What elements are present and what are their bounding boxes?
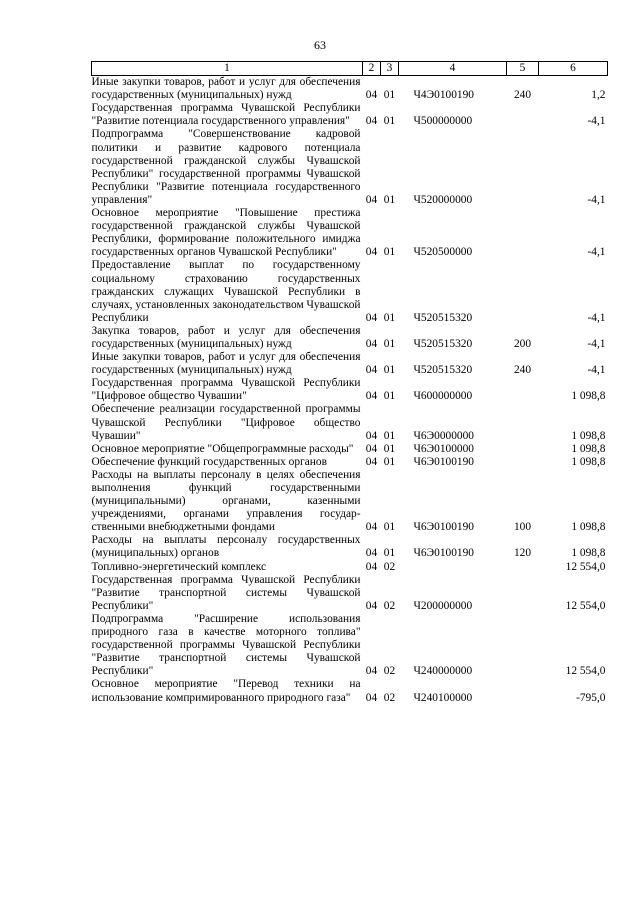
row-name: Государственная программа Чувашской Республики "Развитие транспортной системы Чувашской Республики" [91, 573, 361, 612]
row-expense-type [507, 574, 539, 613]
row-target-article: Ч6Э0100190 [413, 521, 474, 534]
row-section-code: 04 [365, 311, 378, 324]
row-name: Расходы на выплаты персоналу государственных (муниципальных) органов [91, 534, 361, 560]
table-row [92, 128, 608, 207]
budget-table [91, 61, 608, 705]
row-subsection-code: 01 [383, 193, 396, 206]
row-name: Основное мероприятие "Повышение престижа государственной гражданской службы Чувашской Республики, формирование положительного имиджа государственных органов Чувашской Республики" [91, 207, 361, 259]
header-col-3: 3 [381, 62, 399, 76]
table-row [92, 456, 608, 469]
row-expense-type: 200 [513, 337, 532, 350]
row-amount: 12 554,0 [565, 560, 606, 573]
row-name: Обеспечение реализации государственной программы Чувашской Республики "Цифровое общество Чувашии" [91, 403, 361, 442]
row-target-article: Ч4Э0100190 [413, 89, 474, 102]
row-subsection-code: 01 [383, 364, 396, 377]
row-amount: -4,1 [587, 337, 606, 350]
row-target-article: Ч520515320 [413, 364, 473, 377]
row-section-code: 04 [365, 442, 378, 455]
row-amount: -795,0 [576, 691, 606, 704]
row-name: Подпрограмма "Расширение использования природного газа в качестве моторного топлива" государственной программы Чувашской Республики "Развитие транспортной системы Чувашской Республики" [91, 612, 361, 678]
row-section-code: 04 [365, 560, 378, 573]
table-row [92, 469, 608, 534]
row-target-article: Ч240100000 [413, 691, 473, 704]
row-name: Обеспечение функций государственных органов [91, 455, 327, 468]
row-amount: 1 098,8 [571, 521, 606, 534]
row-expense-type: 100 [513, 521, 532, 534]
row-amount: 12 554,0 [565, 665, 606, 678]
row-target-article: Ч200000000 [413, 599, 473, 612]
row-subsection-code: 01 [383, 246, 396, 259]
row-name: Закупка товаров, работ и услуг для обеспечения государственных (муниципальных) нужд [91, 324, 361, 350]
row-subsection-code: 01 [383, 89, 396, 102]
row-name: Топливно-энергетический комплекс [91, 560, 267, 573]
row-amount: -4,1 [587, 311, 606, 324]
row-section-code: 04 [365, 193, 378, 206]
row-expense-type [507, 443, 539, 456]
row-subsection-code: 02 [383, 560, 396, 573]
row-amount: -4,1 [587, 115, 606, 128]
row-subsection-code: 01 [383, 521, 396, 534]
row-name: Подпрограмма "Совершенствование кадровой политики и развитие кадрового потенциала государственной гражданской службы Чувашской Республики" государственной программы Чувашской Республики "Развитие потенциала государственного управления" [91, 128, 361, 206]
row-expense-type [507, 207, 539, 259]
row-subsection-code: 01 [383, 429, 396, 442]
row-section-code: 04 [365, 89, 378, 102]
row-expense-type: 120 [513, 547, 532, 560]
row-section-code: 04 [365, 691, 378, 704]
row-target-article: Ч6Э0000000 [413, 429, 474, 442]
row-section-code: 04 [365, 665, 378, 678]
row-expense-type [507, 403, 539, 442]
row-expense-type [507, 456, 539, 469]
row-name: Государственная программа Чувашской Республики "Цифровое общество Чувашии" [91, 377, 361, 403]
page-number: 63 [314, 38, 326, 52]
row-expense-type [507, 377, 539, 403]
table-row [92, 403, 608, 442]
table-row [92, 102, 608, 128]
row-subsection-code: 01 [383, 547, 396, 560]
table-body [92, 76, 608, 705]
row-amount: 1,2 [591, 89, 606, 102]
row-name: Основное мероприятие "Перевод техники на использование компримированного природного газа" [91, 678, 361, 704]
header-col-4: 4 [399, 62, 507, 76]
row-section-code: 04 [365, 337, 378, 350]
row-expense-type [507, 561, 539, 574]
row-target-article: Ч500000000 [413, 115, 473, 128]
row-section-code: 04 [365, 364, 378, 377]
row-target-article: Ч520000000 [413, 193, 473, 206]
row-subsection-code: 01 [383, 311, 396, 324]
row-name: Расходы на выплаты персоналу в целях обеспечения выполнения функций государственными (муниципальными) органами, казенными учреждениями, органами управления государственными внебюджетными фондами [91, 468, 361, 534]
row-section-code: 04 [365, 599, 378, 612]
row-amount: 12 554,0 [565, 599, 606, 612]
table-row [92, 613, 608, 678]
row-name: Государственная программа Чувашской Республики "Развитие потенциала государственного управления" [91, 102, 361, 128]
row-target-article: Ч6Э0100190 [413, 455, 474, 468]
row-amount: -4,1 [587, 246, 606, 259]
row-name: Иные закупки товаров, работ и услуг для обеспечения государственных (муниципальных) нужд [91, 351, 361, 377]
row-expense-type [507, 678, 539, 704]
header-col-1: 1 [92, 62, 363, 76]
row-target-article: Ч520515320 [413, 311, 473, 324]
table-row [92, 534, 608, 560]
table-row [92, 325, 608, 351]
table-row [92, 443, 608, 456]
row-expense-type [507, 259, 539, 324]
table-row [92, 259, 608, 324]
table-row [92, 574, 608, 613]
row-amount: 1 098,8 [571, 547, 606, 560]
row-target-article: Ч600000000 [413, 390, 473, 403]
header-row [92, 62, 608, 76]
row-section-code: 04 [365, 115, 378, 128]
row-name: Предоставление выплат по государственному социальному страхованию государственных гражданских служащих Чувашской Республики в случаях, установленных законодательством Чувашской Республики [91, 259, 361, 324]
row-subsection-code: 02 [383, 691, 396, 704]
table-row [92, 351, 608, 377]
row-subsection-code: 02 [383, 599, 396, 612]
row-target-article: Ч6Э0100000 [413, 442, 474, 455]
row-section-code: 04 [365, 455, 378, 468]
header-col-5: 5 [507, 62, 539, 76]
row-section-code: 04 [365, 547, 378, 560]
row-target-article: Ч6Э0100190 [413, 547, 474, 560]
row-section-code: 04 [365, 390, 378, 403]
table-row [92, 76, 608, 103]
row-target-article: Ч520500000 [413, 246, 473, 259]
table-row [92, 377, 608, 403]
row-section-code: 04 [365, 246, 378, 259]
row-subsection-code: 01 [383, 390, 396, 403]
row-expense-type [507, 128, 539, 207]
row-amount: 1 098,8 [571, 390, 606, 403]
row-section-code: 04 [365, 521, 378, 534]
row-amount: 1 098,8 [571, 442, 606, 455]
row-subsection-code: 01 [383, 442, 396, 455]
row-target-article [399, 561, 507, 574]
row-expense-type [507, 613, 539, 678]
table-row [92, 678, 608, 704]
row-subsection-code: 01 [383, 115, 396, 128]
row-target-article: Ч240000000 [413, 665, 473, 678]
table-row [92, 207, 608, 259]
table-header [92, 62, 608, 76]
table-row [92, 561, 608, 574]
row-amount: -4,1 [587, 364, 606, 377]
row-target-article: Ч520515320 [413, 337, 473, 350]
row-amount: 1 098,8 [571, 429, 606, 442]
row-amount: 1 098,8 [571, 455, 606, 468]
row-name: Основное мероприятие "Общепрограммные расходы" [91, 442, 354, 455]
row-expense-type: 240 [513, 89, 532, 102]
row-expense-type: 240 [513, 364, 532, 377]
row-subsection-code: 01 [383, 337, 396, 350]
row-expense-type [507, 102, 539, 128]
row-name: Иные закупки товаров, работ и услуг для обеспечения государственных (муниципальных) нужд [91, 76, 361, 102]
row-subsection-code: 02 [383, 665, 396, 678]
header-col-2: 2 [363, 62, 381, 76]
row-amount: -4,1 [587, 193, 606, 206]
row-subsection-code: 01 [383, 455, 396, 468]
row-section-code: 04 [365, 429, 378, 442]
header-col-6: 6 [539, 62, 608, 76]
